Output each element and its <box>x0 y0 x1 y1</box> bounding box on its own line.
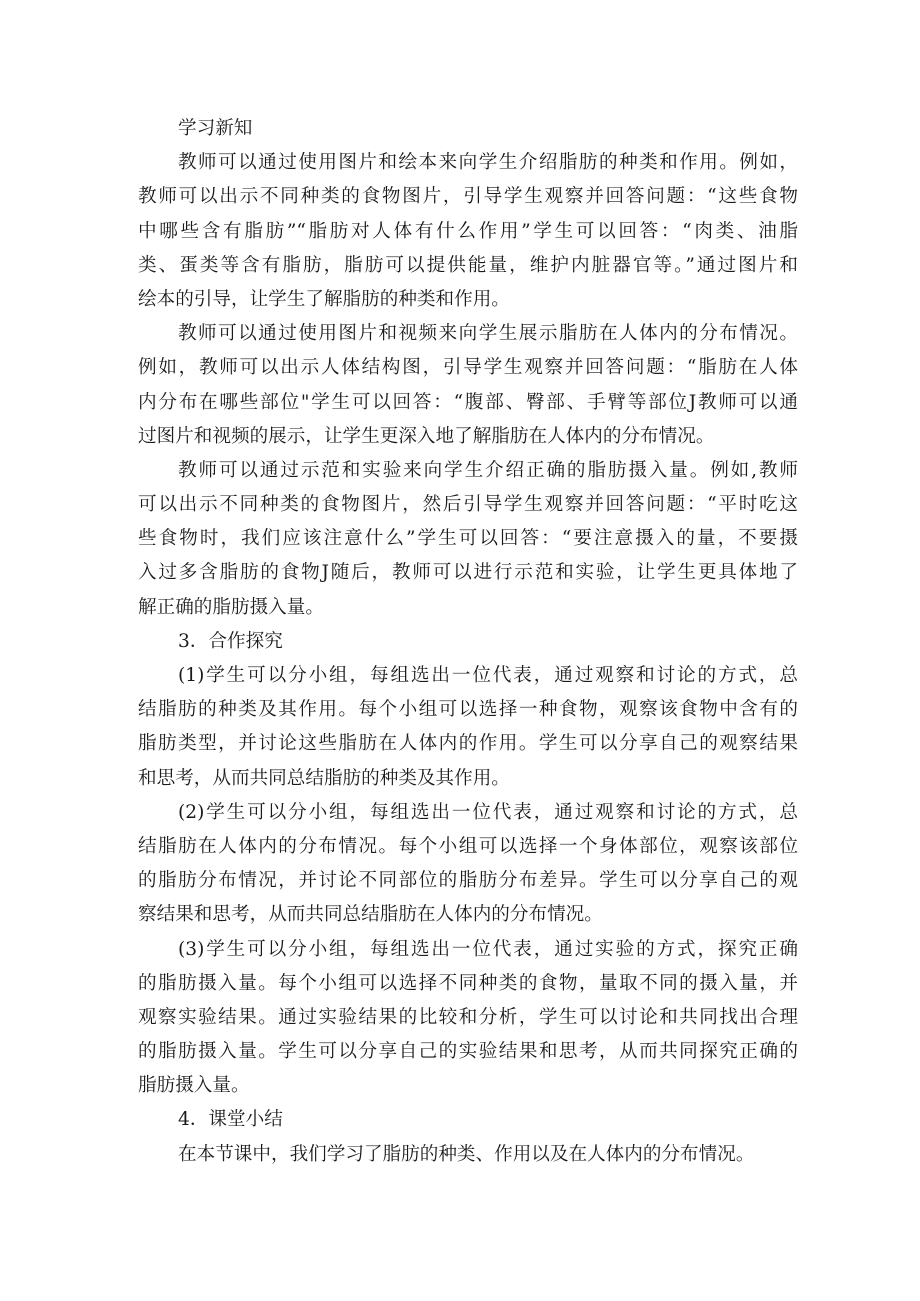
document-page <box>138 112 798 1172</box>
paragraph-line: 绘本的引导，让学生了解脂肪的种类和作用。 <box>138 288 510 310</box>
paragraph-line: 例如，教师可以出示人体结构图，引导学生观察并回答问题：“脂肪在人体 <box>138 357 798 379</box>
paragraph-line: 脂肪类型，并讨论这些脂肪在人体内的作用。学生可以分享自己的观察结果 <box>138 733 798 755</box>
paragraph-line: 类、蛋类等含有脂肪，脂肪可以提供能量，维护内脏器官等。”通过图片和 <box>138 254 798 276</box>
paragraph-fat-intake <box>138 454 798 625</box>
paragraph-line: 些食物时，我们应该注意什么”学生可以回答：“要注意摄入的量，不要摄 <box>138 528 798 550</box>
paragraph-line: (3)学生可以分小组，每组选出一位代表，通过实验的方式，探究正确 <box>178 938 798 960</box>
paragraph-line: (2)学生可以分小组，每组选出一位代表，通过观察和讨论的方式，总 <box>178 801 798 823</box>
paragraph-summary <box>138 1138 798 1172</box>
paragraph-line: 的脂肪分布情况，并讨论不同部位的脂肪分布差异。学生可以分享自己的观 <box>138 870 798 892</box>
list-item-2 <box>138 796 798 933</box>
paragraph-line: 教师可以出示不同种类的食物图片，引导学生观察并回答问题：“这些食物 <box>138 186 798 208</box>
list-item-3 <box>138 933 798 1104</box>
paragraph-line: 的脂肪摄入量。学生可以分享自己的实验结果和思考，从而共同探究正确的 <box>138 1041 798 1063</box>
paragraph-line: 在本节课中，我们学习了脂肪的种类、作用以及在人体内的分布情况。 <box>178 1143 755 1165</box>
paragraph-line: 教师可以通过使用图片和绘本来向学生介绍脂肪的种类和作用。例如， <box>178 152 798 174</box>
section-heading-learn: 学习新知 <box>178 118 253 139</box>
paragraph-line: 过图片和视频的展示，让学生更深入地了解脂肪在人体内的分布情况。 <box>138 425 715 447</box>
paragraph-line: 可以出示不同种类的食物图片，然后引导学生观察并回答问题：“平时吃这 <box>138 494 798 516</box>
list-item-1 <box>138 659 798 796</box>
paragraph-fat-types <box>138 146 798 317</box>
paragraph-line: 教师可以通过示范和实验来向学生介绍正确的脂肪摄入量。例如,教师 <box>178 459 798 481</box>
paragraph-line: 入过多含脂肪的食物J随后，教师可以进行示范和实验，让学生更具体地了 <box>138 562 798 584</box>
paragraph-line: 结脂肪的种类及其作用。每个小组可以选择一种食物，观察该食物中含有的 <box>138 699 798 721</box>
section-heading-class-summary: 4．课堂小结 <box>178 1109 283 1131</box>
paragraph-line: 结脂肪在人体内的分布情况。每个小组可以选择一个身体部位，观察该部位 <box>138 835 798 857</box>
paragraph-line: 解正确的脂肪摄入量。 <box>138 596 324 618</box>
paragraph-line: 脂肪摄入量。 <box>138 1075 250 1097</box>
paragraph-line: 观察实验结果。通过实验结果的比较和分析，学生可以讨论和共同找出合理 <box>138 1006 798 1028</box>
paragraph-line: 内分布在哪些部位"学生可以回答：“腹部、臀部、手臂等部位J教师可以通 <box>138 391 798 413</box>
section-heading-cooperative-inquiry: 3．合作探究 <box>178 630 283 652</box>
paragraph-line: 察结果和思考，从而共同总结脂肪在人体内的分布情况。 <box>138 904 603 926</box>
paragraph-fat-distribution <box>138 317 798 454</box>
paragraph-line: 的脂肪摄入量。每个小组可以选择不同种类的食物，量取不同的摄入量，并 <box>138 972 798 994</box>
paragraph-line: 和思考，从而共同总结脂肪的种类及其作用。 <box>138 767 510 789</box>
paragraph-line: 教师可以通过使用图片和视频来向学生展示脂肪在人体内的分布情况。 <box>178 323 798 345</box>
paragraph-line: (1)学生可以分小组，每组选出一位代表，通过观察和讨论的方式，总 <box>178 665 798 686</box>
paragraph-line: 中哪些含有脂肪”“脂肪对人体有什么作用”学生可以回答：“肉类、油脂 <box>138 220 798 242</box>
